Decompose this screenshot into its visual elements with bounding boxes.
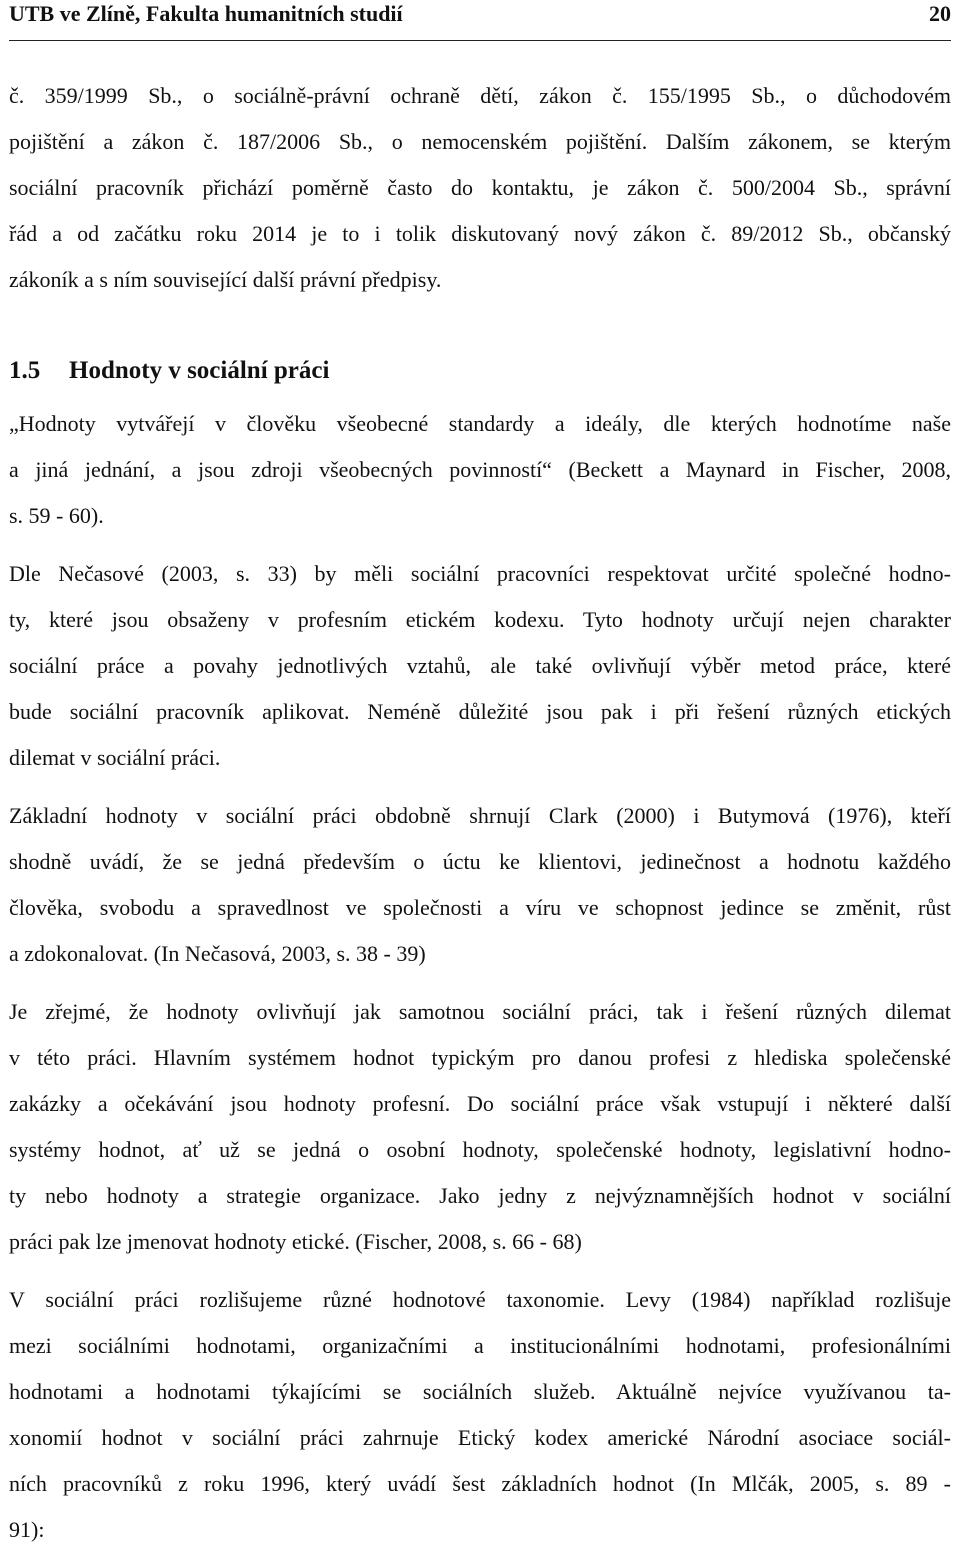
text-line: zakázky a očekávání jsou hodnoty profesní. Do sociální práce však vstupují i některé další: [9, 1091, 951, 1116]
page-header: [9, 0, 951, 41]
text-line: ty, které jsou obsaženy v profesním etickém kodexu. Tyto hodnoty určují nejen charakter: [9, 607, 951, 632]
text-line: zákoník a s ním související další právní předpisy.: [9, 267, 442, 292]
text-line: „Hodnoty vytvářejí v člověku všeobecné standardy a ideály, dle kterých hodnotíme naše: [9, 411, 951, 436]
paragraph-1: [9, 401, 951, 539]
text-line: a zdokonalovat. (In Nečasová, 2003, s. 38 - 39): [9, 941, 426, 966]
text-line: řád a od začátku roku 2014 je to i tolik diskutovaný nový zákon č. 89/2012 Sb., občanský: [9, 221, 951, 246]
paragraph-2: [9, 551, 951, 781]
text-line: práci pak lze jmenovat hodnoty etické. (Fischer, 2008, s. 66 - 68): [9, 1229, 582, 1254]
text-line: Dle Nečasové (2003, s. 33) by měli sociální pracovníci respektovat určité společné hodno-: [9, 561, 951, 586]
paragraph-3: [9, 793, 951, 977]
section-number: 1.5: [9, 357, 41, 384]
text-line: systémy hodnot, ať už se jedná o osobní hodnoty, společenské hodnoty, legislativní hodno-: [9, 1137, 951, 1162]
section-title: Hodnoty v sociální práci: [69, 357, 330, 384]
text-line: v této práci. Hlavním systémem hodnot typickým pro danou profesi z hlediska společenské: [9, 1045, 951, 1070]
text-line: č. 359/1999 Sb., o sociálně-právní ochraně dětí, zákon č. 155/1995 Sb., o důchodovém: [9, 83, 951, 108]
text-line: a jiná jednání, a jsou zdroji všeobecných povinností“ (Beckett a Maynard in Fischer, 2008,: [9, 457, 951, 482]
document-body: [9, 73, 951, 1553]
text-line: sociální práce a povahy jednotlivých vztahů, ale také ovlivňují výběr metod práce, které: [9, 653, 951, 678]
text-line: xonomií hodnot v sociální práci zahrnuje Etický kodex americké Národní asociace sociál-: [9, 1425, 951, 1450]
text-line: ních pracovníků z roku 1996, který uvádí šest základních hodnot (In Mlčák, 2005, s. 89 -: [9, 1471, 951, 1496]
section-heading: [9, 343, 951, 399]
page-number: 20: [929, 1, 951, 26]
text-line: V sociální práci rozlišujeme různé hodnotové taxonomie. Levy (1984) například rozlišuje: [9, 1287, 951, 1312]
text-line: Základní hodnoty v sociální práci obdobně shrnují Clark (2000) i Butymová (1976), kteří: [9, 803, 951, 828]
text-line: s. 59 - 60).: [9, 503, 104, 528]
text-line: 91):: [9, 1517, 45, 1542]
text-line: shodně uvádí, že se jedná především o úctu ke klientovi, jedinečnost a hodnotu každého: [9, 849, 951, 874]
text-line: hodnotami a hodnotami týkajícími se sociálních služeb. Aktuálně nejvíce využívanou ta-: [9, 1379, 951, 1404]
paragraph-5: [9, 1277, 951, 1553]
text-line: sociální pracovník přichází poměrně často do kontaktu, je zákon č. 500/2004 Sb., správní: [9, 175, 951, 200]
intro-paragraph: [9, 73, 951, 303]
text-line: ty nebo hodnoty a strategie organizace. Jako jedny z nejvýznamnějších hodnot v sociální: [9, 1183, 951, 1208]
text-line: pojištění a zákon č. 187/2006 Sb., o nemocenském pojištění. Dalším zákonem, se kterým: [9, 129, 951, 154]
text-line: člověka, svobodu a spravedlnost ve společnosti a víru ve schopnost jedince se změnit, růst: [9, 895, 951, 920]
text-line: dilemat v sociální práci.: [9, 745, 221, 770]
text-line: Je zřejmé, že hodnoty ovlivňují jak samotnou sociální práci, tak i řešení různých dilemat: [9, 999, 951, 1024]
text-line: mezi sociálními hodnotami, organizačními a institucionálními hodnotami, profesionálními: [9, 1333, 951, 1358]
text-line: bude sociální pracovník aplikovat. Neméně důležité jsou pak i při řešení různých etických: [9, 699, 951, 724]
paragraph-4: [9, 989, 951, 1265]
header-title: UTB ve Zlíně, Fakulta humanitních studií: [9, 1, 403, 26]
